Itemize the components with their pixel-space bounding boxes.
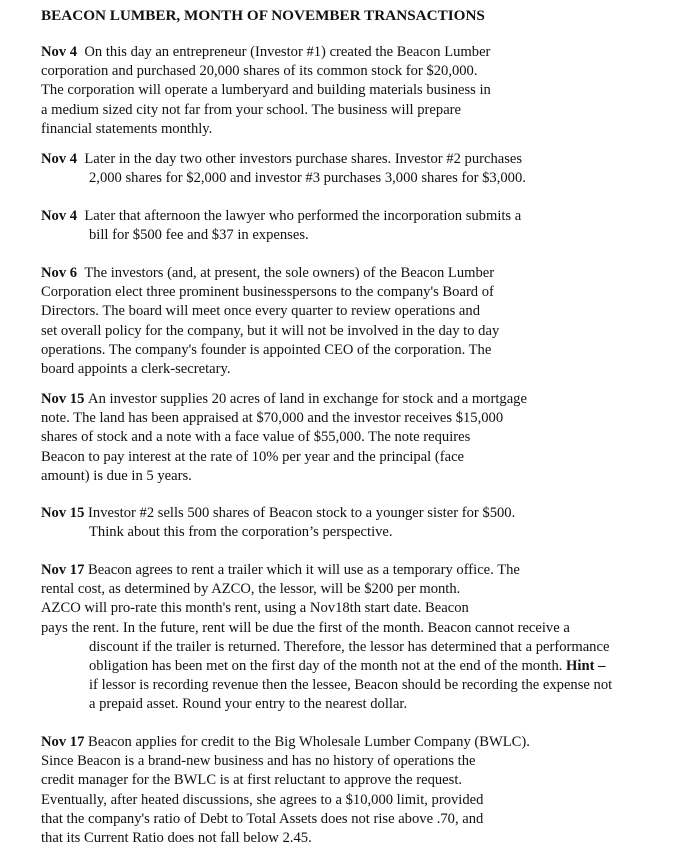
entry-text: Directors. The board will meet once every quarter to review operations and	[41, 303, 480, 320]
entry-text: The investors (and, at present, the sole owners) of the Beacon Lumber	[84, 265, 495, 281]
entry-text: Beacon applies for credit to the Big Wholesale Lumber Company (BWLC).	[88, 734, 530, 750]
entry-text: Later in the day two other investors purchase shares. Investor #2 purchases	[84, 151, 523, 167]
entry-text: Corporation elect three prominent businesspersons to the company's Board of	[41, 284, 494, 301]
document-title: BEACON LUMBER, MONTH OF NOVEMBER TRANSACTIONS	[41, 7, 485, 24]
entry-date: Nov 4	[41, 44, 78, 60]
entry-text: credit manager for the BWLC is at first reluctant to approve the request.	[41, 772, 463, 789]
entry-text: Eventually, after heated discussions, she agrees to a $10,000 limit, provided	[41, 791, 484, 808]
entry-text: discount if the trailer is returned. Therefore, the lessor has determined that a performance	[89, 638, 610, 655]
transaction-entry	[41, 390, 527, 486]
entry-text: financial statements monthly.	[41, 120, 213, 137]
entry-text: amount) is due in 5 years.	[41, 467, 192, 484]
entry-date: Nov 6	[41, 265, 78, 281]
entry-date: Nov 17	[41, 734, 85, 750]
transaction-entry	[41, 207, 521, 245]
entry-text: rental cost, as determined by AZCO, the lessor, will be $200 per month.	[41, 581, 461, 598]
entry-text: An investor supplies 20 acres of land in exchange for stock and a mortgage	[88, 391, 527, 407]
entry-text: Since Beacon is a brand-new business and has no history of operations the	[41, 753, 476, 770]
transaction-entry	[41, 504, 515, 542]
entry-text: bill for $500 fee and $37 in expenses.	[89, 227, 309, 244]
entry-text: a prepaid asset. Round your entry to the nearest dollar.	[89, 696, 408, 713]
entry-text: 2,000 shares for $2,000 and investor #3 purchases 3,000 shares for $3,000.	[89, 170, 526, 187]
entry-text: if lessor is recording revenue then the lessee, Beacon should be recording the expense not	[89, 677, 613, 694]
transaction-entry	[41, 561, 612, 715]
transaction-entry	[41, 733, 530, 848]
entry-text: Think about this from the corporation’s perspective.	[89, 524, 393, 541]
entry-date: Nov 17	[41, 562, 85, 578]
entry-text: that its Current Ratio does not fall below 2.45.	[41, 829, 312, 846]
entry-text: operations. The company's founder is appointed CEO of the corporation. The	[41, 341, 492, 358]
entry-date: Nov 4	[41, 208, 78, 224]
entry-text: corporation and purchased 20,000 shares of its common stock for $20,000.	[41, 63, 478, 80]
entry-date: Nov 15	[41, 391, 85, 407]
entry-text: obligation has been met on the first day of the month not at the end of the month.	[89, 657, 563, 674]
entry-text: set overall policy for the company, but it will not be involved in the day to day	[41, 322, 500, 339]
entry-text: a medium sized city not far from your school. The business will prepare	[41, 101, 462, 118]
entry-text: that the company's ratio of Debt to Total Assets does not rise above .70, and	[41, 810, 484, 827]
entry-text: Beacon to pay interest at the rate of 10% per year and the principal (face	[41, 448, 465, 465]
entry-text: pays the rent. In the future, rent will be due the first of the month. Beacon cannot receive a	[41, 619, 570, 636]
hint-label: Hint –	[566, 657, 606, 674]
transaction-entry	[41, 264, 499, 379]
transaction-entry	[41, 43, 491, 139]
entry-text: Beacon agrees to rent a trailer which it will use as a temporary office. The	[88, 562, 520, 578]
transaction-entry	[41, 150, 526, 188]
entry-text: AZCO will pro-rate this month's rent, using a Nov18th start date. Beacon	[41, 600, 469, 617]
entry-text: The corporation will operate a lumberyard and building materials business in	[41, 82, 491, 99]
entry-text: Later that afternoon the lawyer who performed the incorporation submits a	[84, 208, 522, 224]
entry-text: On this day an entrepreneur (Investor #1) created the Beacon Lumber	[84, 44, 491, 60]
entry-text: note. The land has been appraised at $70,000 and the investor receives $15,000	[41, 410, 504, 427]
entry-text: board appoints a clerk-secretary.	[41, 360, 231, 377]
entry-text: shares of stock and a note with a face value of $55,000. The note requires	[41, 429, 471, 446]
entry-date: Nov 4	[41, 151, 78, 167]
entry-text: Investor #2 sells 500 shares of Beacon stock to a younger sister for $500.	[88, 505, 516, 521]
entry-date: Nov 15	[41, 505, 85, 521]
